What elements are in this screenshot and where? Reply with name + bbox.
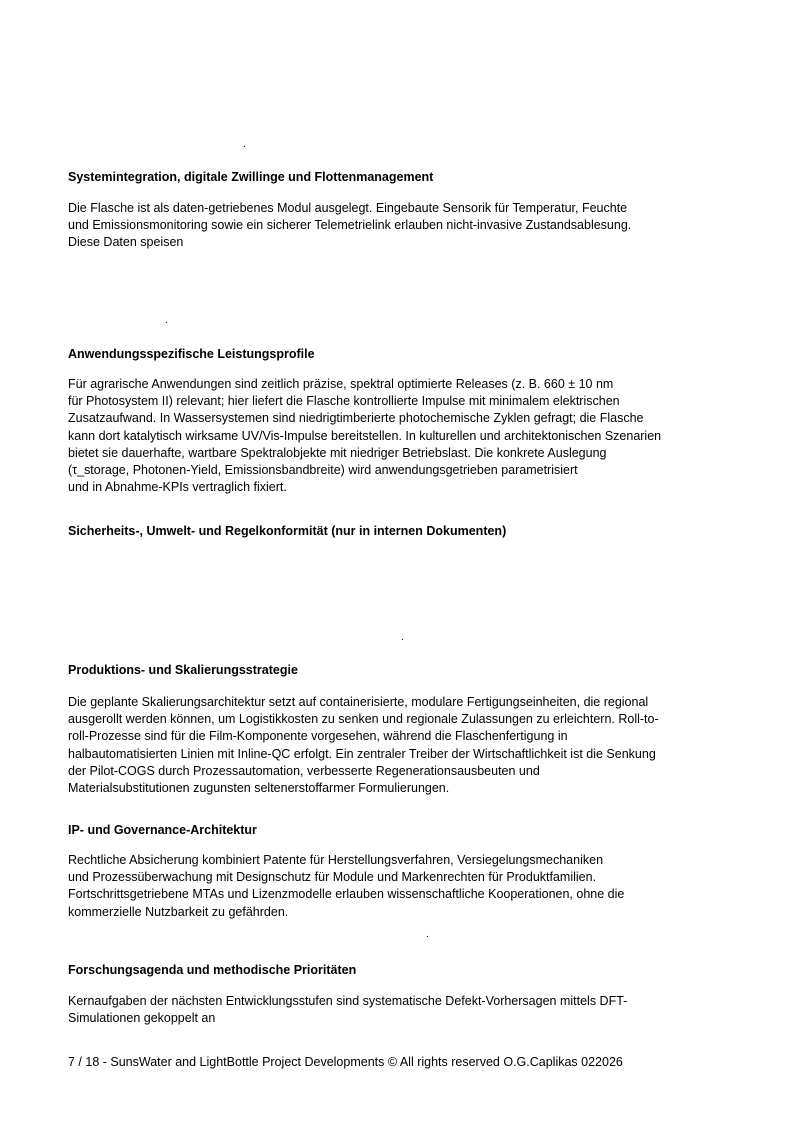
section-heading-forschungsagenda: Forschungsagenda und methodische Prioritäten [68, 963, 357, 977]
text-line: Für agrarische Anwendungen sind zeitlich präzise, spektral optimierte Releases (z. B. 660 ± 10 nm [68, 377, 614, 391]
text-line: und Prozessüberwachung mit Designschutz für Module und Markenrechten für Produktfamilien. [68, 870, 597, 885]
text-line: ausgerollt werden können, um Logistikkosten zu senken und regionale Zulassungen zu erleichtern. Roll-to- [68, 712, 659, 727]
text-line: halbautomatisierten Linien mit Inline-QC erfolgt. Ein zentraler Treiber der Wirtschaftlichkeit ist die Senkung [68, 746, 656, 761]
section-heading-systemintegration: Systemintegration, digitale Zwillinge und Flottenmanagement [68, 170, 434, 184]
text-line: und Emissionsmonitoring sowie ein sicherer Telemetrielink erlauben nicht-invasive Zustandsablesung. [68, 218, 632, 233]
text-line: kommerzielle Nutzbarkeit zu gefährden. [68, 904, 289, 919]
text-line: Simulationen gekoppelt an [68, 1011, 216, 1026]
section-heading-sicherheit: Sicherheits-, Umwelt- und Regelkonformität (nur in internen Dokumenten) [68, 524, 507, 538]
text-line: Diese Daten speisen [68, 235, 184, 250]
text-line: bietet sie dauerhafte, wartbare Spektralobjekte mit niedriger Betriebslast. Die konkrete Auslegung [68, 445, 607, 460]
text-line: Materialsubstitutionen zugunsten seltenerstoffarmer Formulierungen. [68, 781, 450, 796]
stray-dot: . [426, 929, 429, 940]
stray-dot: . [165, 315, 168, 326]
section-heading-produktion: Produktions- und Skalierungsstrategie [68, 663, 298, 677]
text-line: roll-Prozesse sind für die Film-Komponente vorgesehen, während die Flaschenfertigung in [68, 729, 568, 744]
section-body-ip-governance [68, 852, 748, 921]
text-line: Fortschrittsgetriebene MTAs und Lizenzmodelle erlauben wissenschaftliche Kooperationen, ohne die [68, 887, 625, 902]
stray-dot: . [401, 632, 404, 643]
text-line: Zusatzaufwand. In Wassersystemen sind niedrigtimberierte photochemische Zyklen gefragt; die Flasche [68, 411, 644, 426]
text-line: der Pilot-COGS durch Prozessautomation, verbesserte Regenerationsausbeuten und [68, 763, 540, 778]
text-line: (τ_storage, Photonen-Yield, Emissionsbandbreite) wird anwendungsgetrieben parametrisiert [68, 463, 578, 478]
section-heading-ip-governance: IP- und Governance-Architektur [68, 823, 257, 837]
page-footer: 7 / 18 - SunsWater and LightBottle Project Developments © All rights reserved O.G.Caplikas 022026 [68, 1055, 623, 1069]
section-body-leistungsprofile [68, 376, 748, 496]
text-line: Rechtliche Absicherung kombiniert Patente für Herstellungsverfahren, Versiegelungsmechaniken [68, 853, 604, 867]
text-line: kann dort katalytisch wirksame UV/Vis-Impulse bereitstellen. In kulturellen und architektonischen Szenarien [68, 428, 662, 443]
text-line: für Photosystem II) relevant; hier liefert die Flasche kontrollierte Impulse mit minimalem elektrischen [68, 394, 620, 409]
section-heading-leistungsprofile: Anwendungsspezifische Leistungsprofile [68, 347, 315, 361]
text-line: und in Abnahme-KPIs vertraglich fixiert. [68, 480, 287, 495]
section-body-forschungsagenda [68, 993, 748, 1027]
stray-dot: . [243, 139, 246, 150]
section-body-produktion [68, 694, 748, 797]
text-line: Die Flasche ist als daten-getriebenes Modul ausgelegt. Eingebaute Sensorik für Temperatur, Feuchte [68, 201, 628, 215]
text-line: Kernaufgaben der nächsten Entwicklungsstufen sind systematische Defekt-Vorhersagen mittels DFT- [68, 994, 628, 1008]
text-line: Die geplante Skalierungsarchitektur setzt auf containerisierte, modulare Fertigungseinheiten, die regional [68, 695, 649, 709]
section-body-systemintegration [68, 200, 748, 252]
